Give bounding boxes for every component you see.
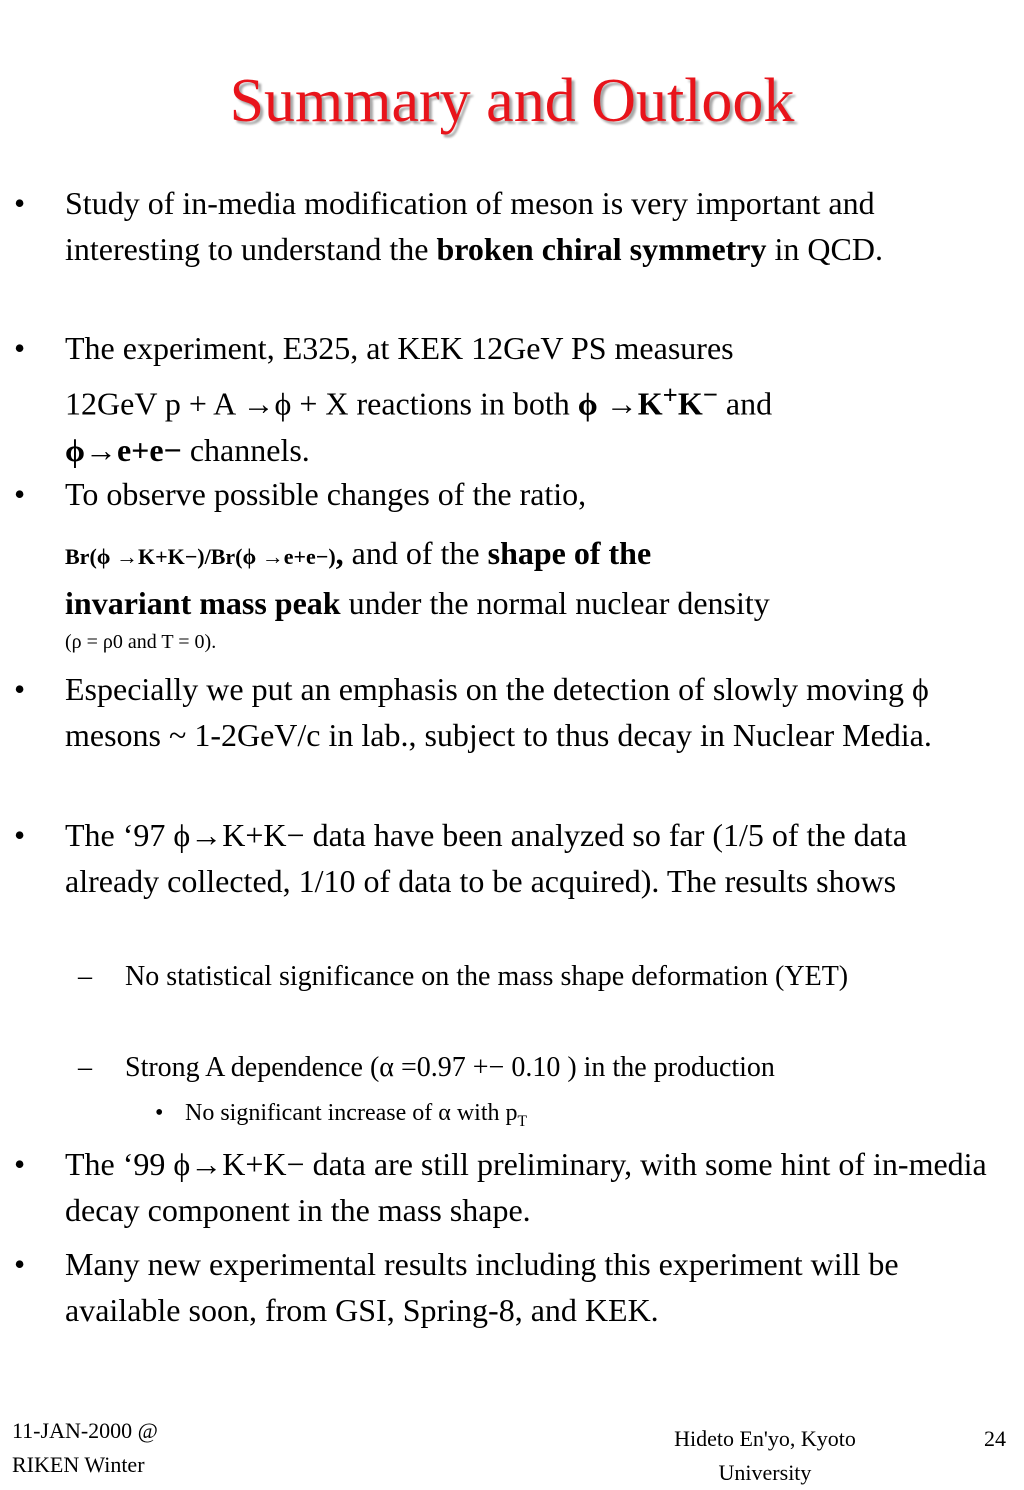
bold-term: broken chiral symmetry bbox=[436, 231, 767, 267]
bullet-text: The experiment, E325, at KEK 12GeV PS measures 12GeV p + A →ϕ + X reactions in both ϕ →K+K− and ϕ→e+e− channels. bbox=[65, 330, 773, 468]
bullet-dot: • bbox=[14, 185, 26, 221]
density-condition: (ρ = ρ0 and T = 0). bbox=[65, 631, 217, 653]
bullet-text: Especially we put an emphasis on the detection of slowly moving ϕ mesons ~ 1-2GeV/c in lab., subject to thus decay in Nuclear Media. bbox=[65, 671, 932, 753]
bullet-dot: • bbox=[14, 817, 26, 853]
bullet-dot: • bbox=[14, 476, 26, 512]
bullet-dot: • bbox=[14, 1146, 26, 1182]
bullet-dot: • bbox=[14, 671, 26, 707]
dash-bullet: – bbox=[78, 961, 92, 992]
slide-title: Summary and Outlook bbox=[229, 67, 795, 135]
bullet-text: Study of in-media modification of meson is very important and interesting to understand the broken chiral symmetry in QCD. bbox=[65, 185, 883, 267]
ratio-line: Br(ϕ →K+K−)/Br(ϕ →e+e−), and of the shape of the bbox=[65, 535, 652, 571]
subsub-bullet-text: No significant increase of α with $p_T$ bbox=[185, 1100, 528, 1130]
bullet-dot: • bbox=[14, 1246, 26, 1282]
invariant-mass-line: invariant mass peak under the normal nuclear density bbox=[65, 585, 770, 621]
page-number: 24 bbox=[984, 1426, 1006, 1451]
bullet-text: To observe possible changes of the ratio, bbox=[65, 476, 587, 512]
bullet-dot: • bbox=[14, 330, 26, 366]
footer-author: Hideto En'yo, Kyoto University bbox=[674, 1426, 856, 1485]
sub-bullet-text: No statistical significance on the mass shape deformation (YET) bbox=[125, 961, 849, 992]
dash-bullet: – bbox=[78, 1052, 92, 1083]
sub-bullet-text: Strong A dependence (α =0.97 +− 0.10 ) in the production bbox=[125, 1052, 775, 1083]
branching-ratio: Br(ϕ →K+K−)/Br(ϕ →e+e−) bbox=[65, 544, 336, 569]
bullet-text: Many new experimental results including this experiment will be available soon, from GSI, Spring-8, and KEK. bbox=[65, 1246, 899, 1328]
bullet-text: The ‘97 ϕ→K+K− data have been analyzed so far (1/5 of the data already collected, 1/10 of data to be acquired). The results shows bbox=[65, 817, 907, 899]
footer-date: 11-JAN-2000 @ RIKEN Winter bbox=[12, 1418, 158, 1477]
bullet-text: The ‘99 ϕ→K+K− data are still preliminary, with some hint of in-media decay component in the mass shape. bbox=[65, 1146, 987, 1228]
bullet-dot: • bbox=[155, 1100, 164, 1126]
